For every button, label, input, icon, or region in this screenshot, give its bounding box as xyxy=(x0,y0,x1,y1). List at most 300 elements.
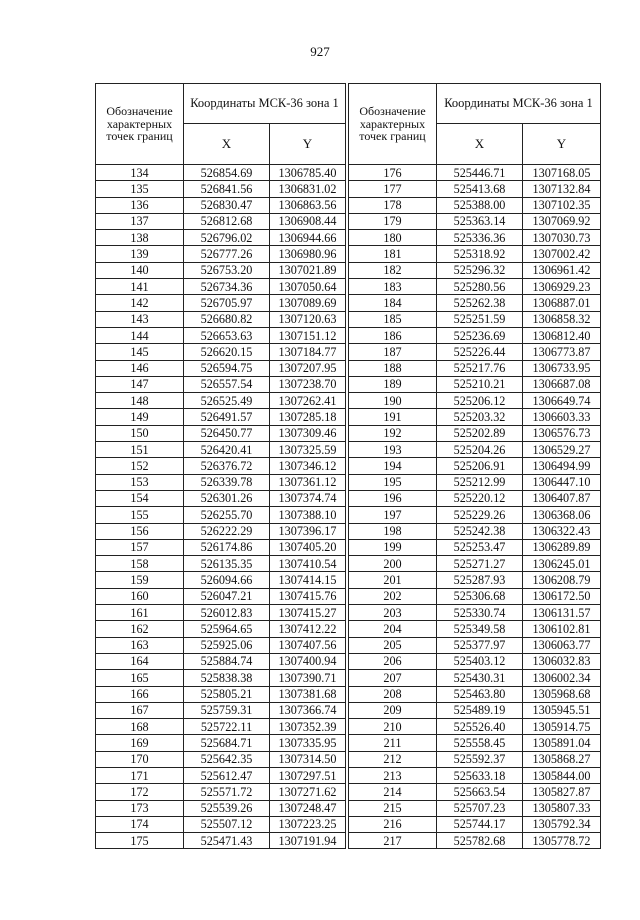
coord-x: 526420.41 xyxy=(184,442,270,458)
table-row xyxy=(96,474,346,490)
coord-x: 525253.47 xyxy=(437,539,523,555)
table-row xyxy=(349,784,601,800)
table-row xyxy=(349,653,601,669)
table-row xyxy=(349,230,601,246)
table-row xyxy=(349,605,601,621)
point-number: 160 xyxy=(96,588,184,604)
point-number: 162 xyxy=(96,621,184,637)
table-row xyxy=(96,409,346,425)
coordinates-table-left xyxy=(95,83,346,849)
coord-y: 1307325.59 xyxy=(270,442,346,458)
coord-y: 1307102.35 xyxy=(523,197,601,213)
coord-x: 526841.56 xyxy=(184,181,270,197)
coord-x: 526376.72 xyxy=(184,458,270,474)
coord-x: 525489.19 xyxy=(437,702,523,718)
table-row xyxy=(349,360,601,376)
table-row xyxy=(96,588,346,604)
point-number: 171 xyxy=(96,767,184,783)
point-number: 198 xyxy=(349,523,437,539)
coord-x: 525507.12 xyxy=(184,816,270,832)
point-number: 202 xyxy=(349,588,437,604)
table-row xyxy=(349,767,601,783)
table-row xyxy=(349,539,601,555)
coord-x: 525287.93 xyxy=(437,572,523,588)
point-number: 206 xyxy=(349,653,437,669)
coord-y: 1305891.04 xyxy=(523,735,601,751)
table-row xyxy=(349,800,601,816)
coord-y: 1306032.83 xyxy=(523,653,601,669)
coord-x: 525446.71 xyxy=(437,165,523,181)
coord-y: 1306494.99 xyxy=(523,458,601,474)
point-number: 183 xyxy=(349,279,437,295)
point-number: 200 xyxy=(349,556,437,572)
coord-y: 1307120.63 xyxy=(270,311,346,327)
header-coordinates: Координаты МСК-36 зона 1 xyxy=(437,84,601,124)
coord-x: 525306.68 xyxy=(437,588,523,604)
point-number: 196 xyxy=(349,490,437,506)
point-number: 194 xyxy=(349,458,437,474)
coord-x: 526525.49 xyxy=(184,393,270,409)
coord-y: 1306603.33 xyxy=(523,409,601,425)
table-row xyxy=(349,409,601,425)
point-number: 149 xyxy=(96,409,184,425)
coord-x: 525838.38 xyxy=(184,670,270,686)
table-row xyxy=(96,490,346,506)
point-number: 212 xyxy=(349,751,437,767)
table-row xyxy=(349,686,601,702)
coord-y: 1306529.27 xyxy=(523,442,601,458)
point-number: 156 xyxy=(96,523,184,539)
table-row xyxy=(96,311,346,327)
coord-x: 526491.57 xyxy=(184,409,270,425)
coord-y: 1307366.74 xyxy=(270,702,346,718)
coord-x: 525336.36 xyxy=(437,230,523,246)
coord-y: 1305868.27 xyxy=(523,751,601,767)
table-row xyxy=(349,572,601,588)
table-row xyxy=(349,588,601,604)
coord-y: 1305914.75 xyxy=(523,719,601,735)
point-number: 215 xyxy=(349,800,437,816)
coord-x: 526094.66 xyxy=(184,572,270,588)
point-number: 142 xyxy=(96,295,184,311)
point-number: 189 xyxy=(349,376,437,392)
coord-y: 1306649.74 xyxy=(523,393,601,409)
coord-x: 525363.14 xyxy=(437,213,523,229)
point-number: 175 xyxy=(96,833,184,849)
point-number: 168 xyxy=(96,719,184,735)
point-number: 207 xyxy=(349,670,437,686)
coord-x: 525220.12 xyxy=(437,490,523,506)
coord-y: 1306322.43 xyxy=(523,523,601,539)
point-number: 152 xyxy=(96,458,184,474)
point-number: 213 xyxy=(349,767,437,783)
coord-x: 525571.72 xyxy=(184,784,270,800)
coord-y: 1306980.96 xyxy=(270,246,346,262)
point-number: 193 xyxy=(349,442,437,458)
coord-x: 526777.26 xyxy=(184,246,270,262)
coord-y: 1307297.51 xyxy=(270,767,346,783)
coord-x: 525349.58 xyxy=(437,621,523,637)
coord-x: 526255.70 xyxy=(184,507,270,523)
table-row xyxy=(96,213,346,229)
point-number: 167 xyxy=(96,702,184,718)
table-row xyxy=(96,621,346,637)
coord-y: 1306773.87 xyxy=(523,344,601,360)
point-number: 161 xyxy=(96,605,184,621)
coord-x: 525206.91 xyxy=(437,458,523,474)
point-number: 145 xyxy=(96,344,184,360)
coord-x: 525633.18 xyxy=(437,767,523,783)
table-row xyxy=(96,197,346,213)
coord-y: 1307346.12 xyxy=(270,458,346,474)
coord-x: 525226.44 xyxy=(437,344,523,360)
table-row xyxy=(96,833,346,849)
coord-x: 526012.83 xyxy=(184,605,270,621)
point-number: 164 xyxy=(96,653,184,669)
coord-y: 1307361.12 xyxy=(270,474,346,490)
coord-y: 1306368.06 xyxy=(523,507,601,523)
coord-x: 525413.68 xyxy=(437,181,523,197)
coord-x: 525805.21 xyxy=(184,686,270,702)
coord-x: 525612.47 xyxy=(184,767,270,783)
header-point-designation: Обозначение характерных точек границ xyxy=(349,84,437,165)
table-row xyxy=(96,442,346,458)
coord-y: 1305844.00 xyxy=(523,767,601,783)
coord-y: 1307191.94 xyxy=(270,833,346,849)
table-row xyxy=(96,507,346,523)
coord-x: 525204.26 xyxy=(437,442,523,458)
coord-y: 1307207.95 xyxy=(270,360,346,376)
table-row xyxy=(349,637,601,653)
coord-y: 1306887.01 xyxy=(523,295,601,311)
coord-y: 1306131.57 xyxy=(523,605,601,621)
table-row xyxy=(349,393,601,409)
table-row xyxy=(96,295,346,311)
coord-y: 1307309.46 xyxy=(270,425,346,441)
coord-x: 525318.92 xyxy=(437,246,523,262)
coord-y: 1306208.79 xyxy=(523,572,601,588)
header-point-designation: Обозначение характерных точек границ xyxy=(96,84,184,165)
coord-y: 1306961.42 xyxy=(523,262,601,278)
coord-x: 525526.40 xyxy=(437,719,523,735)
point-number: 146 xyxy=(96,360,184,376)
table-row xyxy=(349,816,601,832)
coord-x: 525592.37 xyxy=(437,751,523,767)
table-row xyxy=(96,784,346,800)
coord-y: 1305827.87 xyxy=(523,784,601,800)
coord-x: 525203.32 xyxy=(437,409,523,425)
table-row xyxy=(349,213,601,229)
coord-y: 1307089.69 xyxy=(270,295,346,311)
point-number: 163 xyxy=(96,637,184,653)
coord-x: 526830.47 xyxy=(184,197,270,213)
table-row xyxy=(96,605,346,621)
coord-x: 526653.63 xyxy=(184,327,270,343)
table-row xyxy=(96,425,346,441)
coord-x: 526174.86 xyxy=(184,539,270,555)
coord-x: 525782.68 xyxy=(437,833,523,849)
point-number: 170 xyxy=(96,751,184,767)
page-number: 927 xyxy=(310,44,330,59)
coord-y: 1307412.22 xyxy=(270,621,346,637)
point-number: 188 xyxy=(349,360,437,376)
table-row xyxy=(349,181,601,197)
coord-x: 526734.36 xyxy=(184,279,270,295)
coord-y: 1307314.50 xyxy=(270,751,346,767)
coord-x: 525744.17 xyxy=(437,816,523,832)
header-x: X xyxy=(184,123,270,164)
coord-x: 525430.31 xyxy=(437,670,523,686)
coord-x: 525202.89 xyxy=(437,425,523,441)
table-row xyxy=(349,670,601,686)
point-number: 181 xyxy=(349,246,437,262)
point-number: 216 xyxy=(349,816,437,832)
coord-x: 525217.76 xyxy=(437,360,523,376)
coord-x: 525925.06 xyxy=(184,637,270,653)
coord-y: 1307151.12 xyxy=(270,327,346,343)
table-row xyxy=(96,376,346,392)
coord-x: 525403.12 xyxy=(437,653,523,669)
point-number: 186 xyxy=(349,327,437,343)
coord-y: 1307415.76 xyxy=(270,588,346,604)
coord-y: 1307400.94 xyxy=(270,653,346,669)
coord-x: 525388.00 xyxy=(437,197,523,213)
table-row xyxy=(349,442,601,458)
point-number: 157 xyxy=(96,539,184,555)
point-number: 180 xyxy=(349,230,437,246)
coord-y: 1306289.89 xyxy=(523,539,601,555)
table-row xyxy=(96,539,346,555)
coord-y: 1306733.95 xyxy=(523,360,601,376)
point-number: 173 xyxy=(96,800,184,816)
table-row xyxy=(96,670,346,686)
point-number: 159 xyxy=(96,572,184,588)
coord-x: 525242.38 xyxy=(437,523,523,539)
point-number: 135 xyxy=(96,181,184,197)
coord-x: 525558.45 xyxy=(437,735,523,751)
table-row xyxy=(96,719,346,735)
coord-y: 1307352.39 xyxy=(270,719,346,735)
coord-y: 1307407.56 xyxy=(270,637,346,653)
coord-x: 525210.21 xyxy=(437,376,523,392)
coord-x: 526557.54 xyxy=(184,376,270,392)
point-number: 165 xyxy=(96,670,184,686)
coord-x: 525539.26 xyxy=(184,800,270,816)
point-number: 197 xyxy=(349,507,437,523)
point-number: 185 xyxy=(349,311,437,327)
header-x: X xyxy=(437,123,523,164)
point-number: 204 xyxy=(349,621,437,637)
coord-y: 1306172.50 xyxy=(523,588,601,604)
coord-y: 1307248.47 xyxy=(270,800,346,816)
coord-y: 1306407.87 xyxy=(523,490,601,506)
coord-y: 1306447.10 xyxy=(523,474,601,490)
coord-y: 1305778.72 xyxy=(523,833,601,849)
coord-x: 525471.43 xyxy=(184,833,270,849)
coord-x: 526339.78 xyxy=(184,474,270,490)
table-row xyxy=(96,230,346,246)
table-row xyxy=(96,279,346,295)
point-number: 199 xyxy=(349,539,437,555)
table-row xyxy=(96,327,346,343)
coord-y: 1306245.01 xyxy=(523,556,601,572)
coord-x: 526222.29 xyxy=(184,523,270,539)
table-row xyxy=(349,702,601,718)
point-number: 214 xyxy=(349,784,437,800)
point-number: 150 xyxy=(96,425,184,441)
table-row xyxy=(349,295,601,311)
coord-y: 1307030.73 xyxy=(523,230,601,246)
table-row xyxy=(96,360,346,376)
coord-y: 1307168.05 xyxy=(523,165,601,181)
coord-y: 1306102.81 xyxy=(523,621,601,637)
point-number: 134 xyxy=(96,165,184,181)
coord-x: 525684.71 xyxy=(184,735,270,751)
point-number: 154 xyxy=(96,490,184,506)
coord-x: 525642.35 xyxy=(184,751,270,767)
coord-x: 526705.97 xyxy=(184,295,270,311)
point-number: 176 xyxy=(349,165,437,181)
point-number: 147 xyxy=(96,376,184,392)
point-number: 209 xyxy=(349,702,437,718)
table-row xyxy=(96,246,346,262)
point-number: 155 xyxy=(96,507,184,523)
point-number: 136 xyxy=(96,197,184,213)
coord-y: 1307069.92 xyxy=(523,213,601,229)
point-number: 205 xyxy=(349,637,437,653)
coord-y: 1307002.42 xyxy=(523,246,601,262)
coord-x: 525884.74 xyxy=(184,653,270,669)
coord-x: 526450.77 xyxy=(184,425,270,441)
coord-x: 525964.65 xyxy=(184,621,270,637)
point-number: 169 xyxy=(96,735,184,751)
coord-x: 526594.75 xyxy=(184,360,270,376)
point-number: 177 xyxy=(349,181,437,197)
coord-y: 1305807.33 xyxy=(523,800,601,816)
header-coordinates: Координаты МСК-36 зона 1 xyxy=(184,84,346,124)
coord-y: 1307271.62 xyxy=(270,784,346,800)
coord-y: 1307405.20 xyxy=(270,539,346,555)
coord-x: 526620.15 xyxy=(184,344,270,360)
point-number: 179 xyxy=(349,213,437,229)
table-row xyxy=(349,556,601,572)
coord-y: 1307396.17 xyxy=(270,523,346,539)
point-number: 208 xyxy=(349,686,437,702)
coord-y: 1306063.77 xyxy=(523,637,601,653)
coord-y: 1307285.18 xyxy=(270,409,346,425)
point-number: 151 xyxy=(96,442,184,458)
table-row xyxy=(349,262,601,278)
table-row xyxy=(349,311,601,327)
table-row xyxy=(349,833,601,849)
table-row xyxy=(349,458,601,474)
table-row xyxy=(349,344,601,360)
coordinates-table-right xyxy=(348,83,601,849)
table-row xyxy=(349,279,601,295)
table-row xyxy=(96,735,346,751)
point-number: 192 xyxy=(349,425,437,441)
coord-y: 1306812.40 xyxy=(523,327,601,343)
point-number: 153 xyxy=(96,474,184,490)
coord-x: 525262.38 xyxy=(437,295,523,311)
table-row xyxy=(349,474,601,490)
point-number: 139 xyxy=(96,246,184,262)
point-number: 158 xyxy=(96,556,184,572)
table-row xyxy=(96,637,346,653)
point-number: 166 xyxy=(96,686,184,702)
coord-y: 1306858.32 xyxy=(523,311,601,327)
coord-x: 526047.21 xyxy=(184,588,270,604)
table-row xyxy=(349,523,601,539)
point-number: 140 xyxy=(96,262,184,278)
header-y: Y xyxy=(523,123,601,164)
coord-y: 1306831.02 xyxy=(270,181,346,197)
coord-x: 525296.32 xyxy=(437,262,523,278)
point-number: 138 xyxy=(96,230,184,246)
table-row xyxy=(349,621,601,637)
coord-y: 1306929.23 xyxy=(523,279,601,295)
coord-y: 1306908.44 xyxy=(270,213,346,229)
coord-y: 1307374.74 xyxy=(270,490,346,506)
coord-x: 525280.56 xyxy=(437,279,523,295)
point-number: 172 xyxy=(96,784,184,800)
point-number: 195 xyxy=(349,474,437,490)
header-y: Y xyxy=(270,123,346,164)
coord-x: 526812.68 xyxy=(184,213,270,229)
table-row xyxy=(96,344,346,360)
table-row xyxy=(96,262,346,278)
table-row xyxy=(349,165,601,181)
table-row xyxy=(96,556,346,572)
point-number: 190 xyxy=(349,393,437,409)
point-number: 148 xyxy=(96,393,184,409)
coord-y: 1305792.34 xyxy=(523,816,601,832)
point-number: 143 xyxy=(96,311,184,327)
coord-x: 526753.20 xyxy=(184,262,270,278)
table-row xyxy=(349,719,601,735)
table-row xyxy=(349,327,601,343)
table-row xyxy=(96,393,346,409)
point-number: 191 xyxy=(349,409,437,425)
point-number: 184 xyxy=(349,295,437,311)
coord-x: 525251.59 xyxy=(437,311,523,327)
coord-y: 1307132.84 xyxy=(523,181,601,197)
coord-x: 525707.23 xyxy=(437,800,523,816)
coord-x: 526854.69 xyxy=(184,165,270,181)
point-number: 182 xyxy=(349,262,437,278)
point-number: 174 xyxy=(96,816,184,832)
point-number: 217 xyxy=(349,833,437,849)
table-row xyxy=(96,458,346,474)
coord-x: 525463.80 xyxy=(437,686,523,702)
coord-x: 525236.69 xyxy=(437,327,523,343)
point-number: 141 xyxy=(96,279,184,295)
coord-y: 1307223.25 xyxy=(270,816,346,832)
table-row xyxy=(96,686,346,702)
coord-y: 1307410.54 xyxy=(270,556,346,572)
coord-x: 525330.74 xyxy=(437,605,523,621)
coord-y: 1307335.95 xyxy=(270,735,346,751)
point-number: 144 xyxy=(96,327,184,343)
point-number: 210 xyxy=(349,719,437,735)
coord-y: 1305968.68 xyxy=(523,686,601,702)
coord-x: 525271.27 xyxy=(437,556,523,572)
table-row xyxy=(96,523,346,539)
coord-y: 1306687.08 xyxy=(523,376,601,392)
table-row xyxy=(96,800,346,816)
coord-y: 1306944.66 xyxy=(270,230,346,246)
coord-y: 1307021.89 xyxy=(270,262,346,278)
